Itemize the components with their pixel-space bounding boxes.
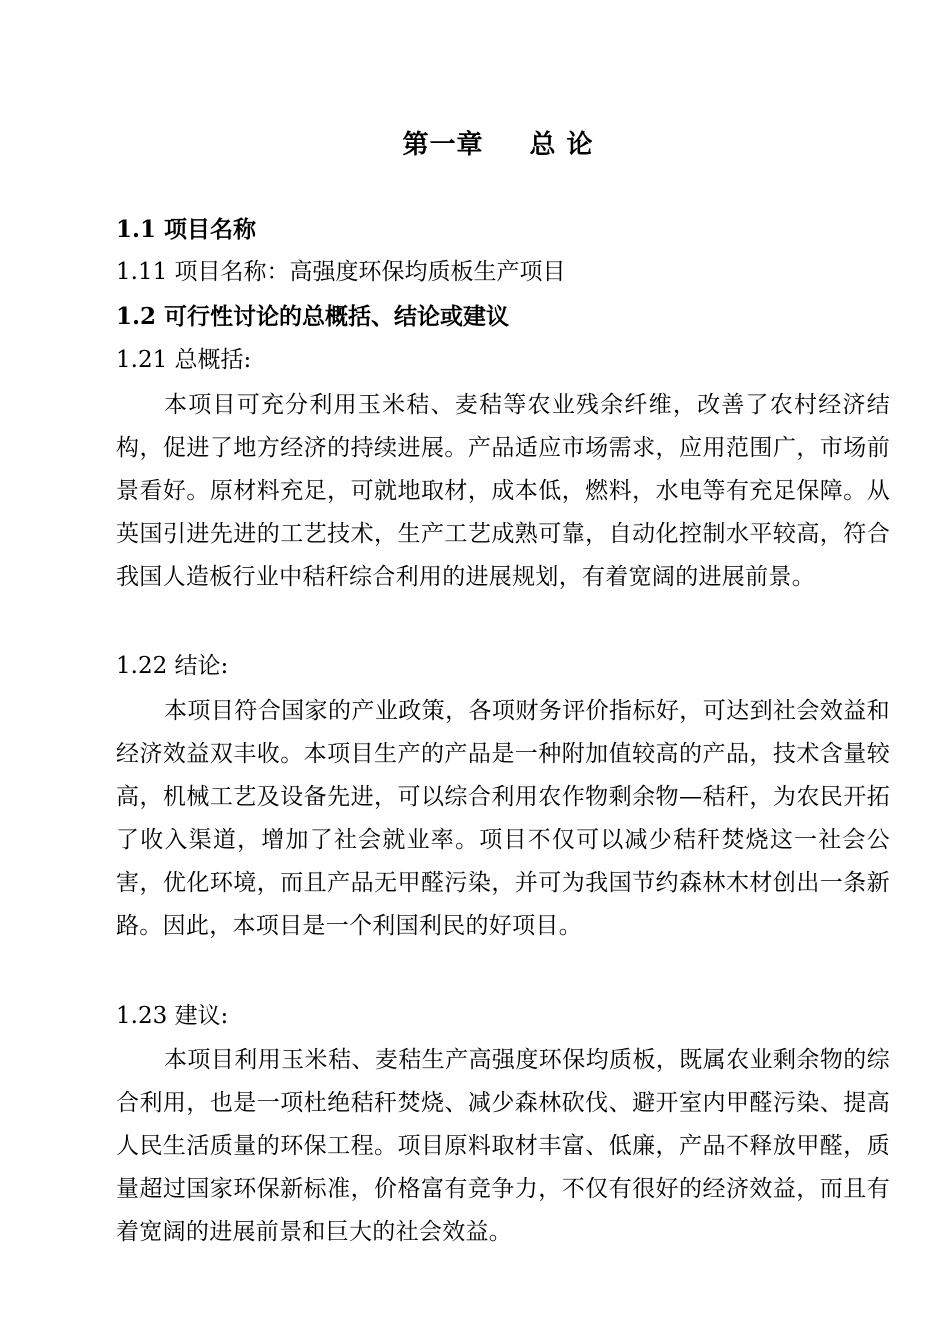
section-heading-1-1: 1.1 项目名称 <box>116 216 257 243</box>
project-name-line: 1.11 项目名称：高强度环保均质板生产项目 <box>116 259 566 285</box>
subsection-label-1-21: 1.21 总概括: <box>116 347 252 373</box>
chapter-name: 总 论 <box>529 130 594 160</box>
chapter-title <box>0 124 950 161</box>
subsection-label-1-23: 1.23 建议: <box>116 1003 229 1029</box>
paragraph-suggestion: 本项目利用玉米秸、麦秸生产高强度环保均质板，既属农业剩余物的综合利用，也是一项杜绝秸秆焚烧、减少森林砍伐、避开室内甲醛污染、提高人民生活质量的环保工程。项目原料取材丰富、低廉，产品不释放甲醛，质量超过国家环保新标准，价格富有竞争力，不仅有很好的经济效益，而且有着宽阔的进展前景和巨大的社会效益。 <box>116 1047 890 1245</box>
paragraph-summary: 本项目可充分利用玉米秸、麦秸等农业残余纤维，改善了农村经济结构，促进了地方经济的持续进展。产品适应市场需求，应用范围广，市场前景看好。原材料充足，可就地取材，成本低，燃料，水电等有充足保障。从英国引进先进的工艺技术，生产工艺成熟可靠，自动化控制水平较高，符合我国人造板行业中秸秆综合利用的进展规划，有着宽阔的进展前景。 <box>116 392 890 590</box>
paragraph-conclusion: 本项目符合国家的产业政策，各项财务评价指标好，可达到社会效益和经济效益双丰收。本项目生产的产品是一种附加值较高的产品，技术含量较高，机械工艺及设备先进，可以综合利用农作物剩余物—秸秆，为农民开拓了收入渠道，增加了社会就业率。项目不仅可以减少秸秆焚烧这一社会公害，优化环境，而且产品无甲醛污染，并可为我国节约森林木材创出一条新路。因此，本项目是一个利国利民的好项目。 <box>116 698 890 939</box>
chapter-label: 第一章 <box>402 130 484 160</box>
subsection-label-1-22: 1.22 结论: <box>116 653 229 679</box>
section-heading-1-2: 1.2 可行性讨论的总概括、结论或建议 <box>116 303 510 330</box>
